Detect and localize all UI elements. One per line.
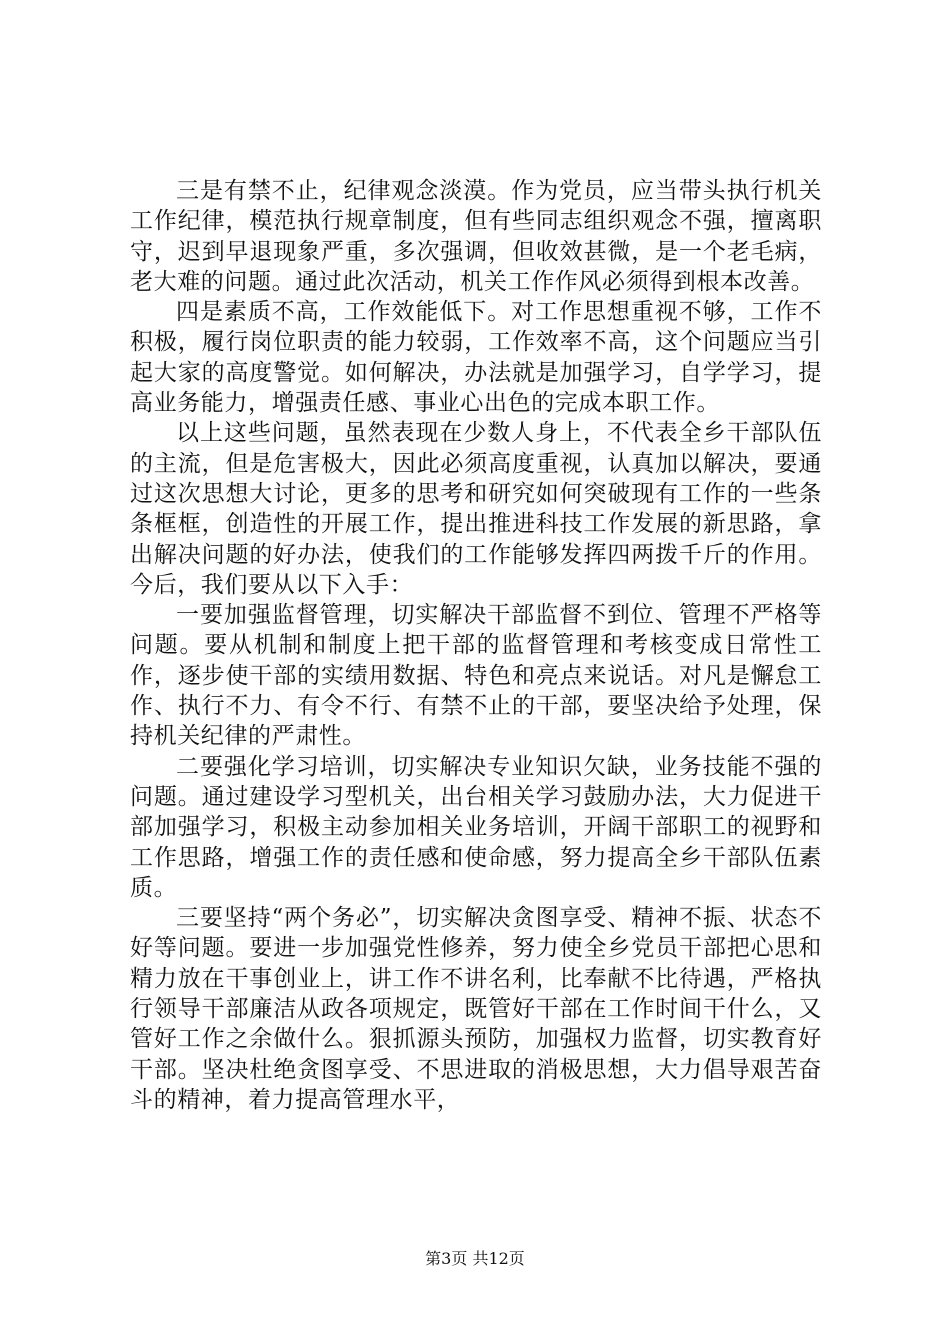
page-footer: 第3页 共12页 (425, 1249, 525, 1268)
paragraph-5: 二要强化学习培训，切实解决专业知识欠缺，业务技能不强的问题。通过建设学习型机关，出台相关学习鼓励办法，大力促进干部加强学习，积极主动参加相关业务培训，开阔干部职工的视野和工作思路，增强工作的责任感和使命感，努力提高全乡干部队伍素质。 (130, 753, 822, 901)
paragraph-6: 三要坚持“两个务必”，切实解决贪图享受、精神不振、状态不好等问题。要进一步加强党性修养，努力使全乡党员干部把心思和精力放在干事创业上，讲工作不讲名利，比奉献不比待遇，严格执行领导干部廉洁从政各项规定，既管好干部在工作时间干什么，又管好工作之余做什么。狠抓源头预防，加强权力监督，切实教育好干部。坚决杜绝贪图享受、不思进取的消极思想，大力倡导艰苦奋斗的精神，着力提高管理水平， (130, 905, 822, 1113)
paragraph-2: 四是素质不高，工作效能低下。对工作思想重视不够，工作不积极，履行岗位职责的能力较弱，工作效率不高，这个问题应当引起大家的高度警觉。如何解决，办法就是加强学习，自学学习，提高业务能力，增强责任感、事业心出色的完成本职工作。 (130, 299, 822, 417)
paragraph-4: 一要加强监督管理，切实解决干部监督不到位、管理不严格等问题。要从机制和制度上把干部的监督管理和考核变成日常性工作，逐步使干部的实绩用数据、特色和亮点来说话。对凡是懈怠工作、执行不力、有令不行、有禁不止的干部，要坚决给予处理，保持机关纪律的严肃性。 (130, 602, 822, 750)
paragraph-3: 以上这些问题，虽然表现在少数人身上，不代表全乡干部队伍的主流，但是危害极大，因此必须高度重视，认真加以解决，要通过这次思想大讨论，更多的思考和研究如何突破现有工作的一些条条框框，创造性的开展工作，提出推进科技工作发展的新思路，拿出解决问题的好办法，使我们的工作能够发挥四两拨千斤的作用。今后，我们要从以下入手： (130, 420, 822, 598)
paragraph-1: 三是有禁不止，纪律观念淡漠。作为党员，应当带头执行机关工作纪律，模范执行规章制度，但有些同志组织观念不强，擅离职守，迟到早退现象严重，多次强调，但收效甚微，是一个老毛病，老大难的问题。通过此次活动，机关工作作风必须得到根本改善。 (130, 178, 822, 295)
document-body (130, 176, 822, 1115)
